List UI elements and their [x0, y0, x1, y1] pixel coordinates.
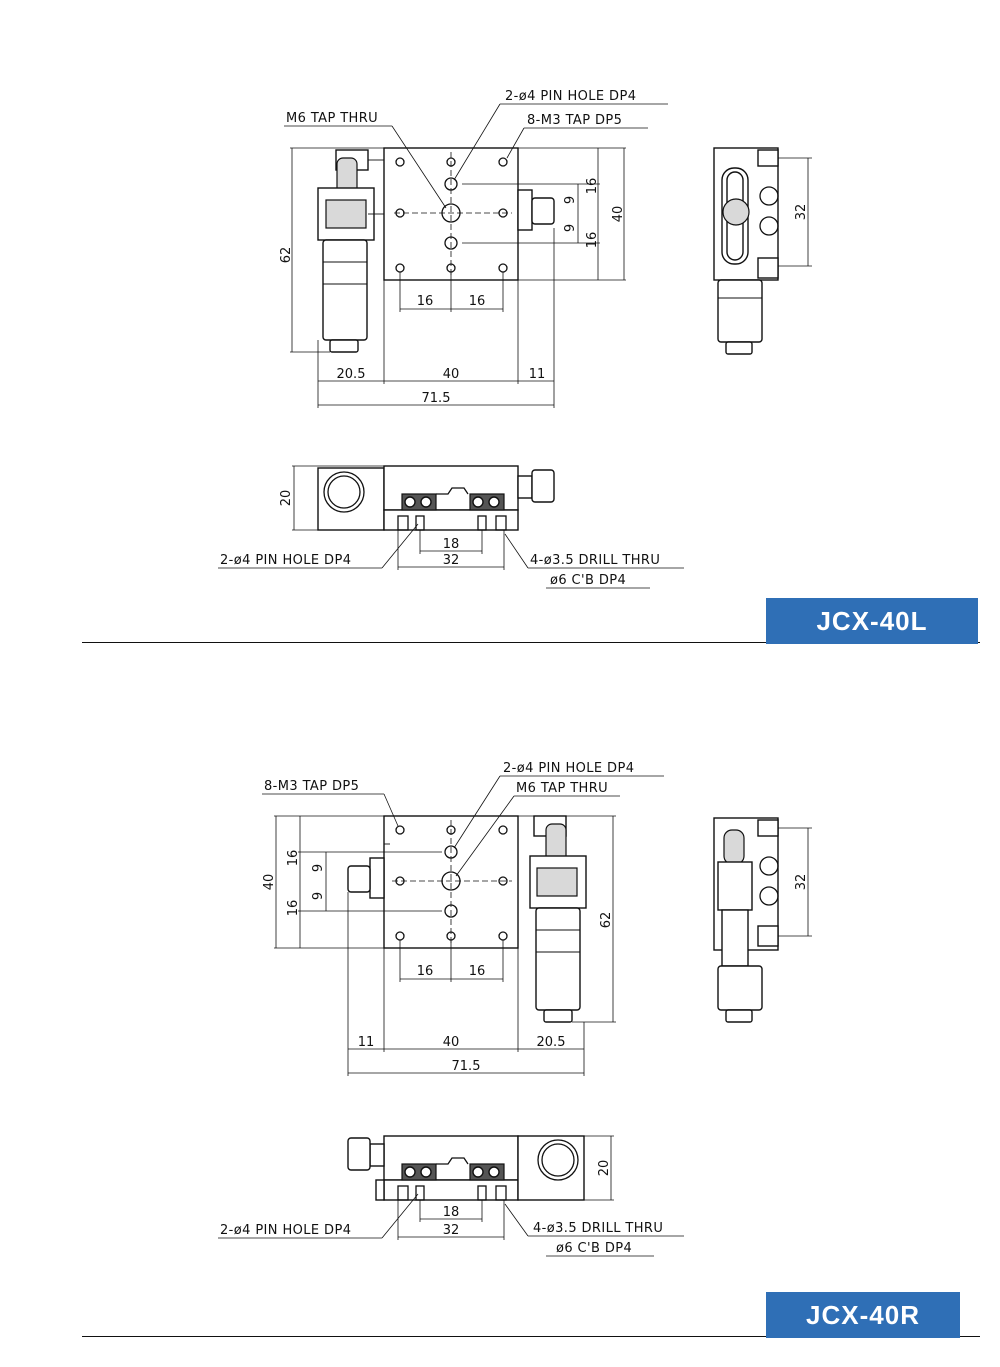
dim-62: 62 — [279, 246, 294, 264]
dim-32-side: 32 — [794, 203, 809, 221]
label-front-pin-hole-r: 2-ø4 PIN HOLE DP4 — [220, 1223, 352, 1238]
dim-11: 11 — [528, 367, 546, 382]
dim-9-upper: 9 — [563, 195, 578, 205]
label-drill-thru: 4-ø3.5 DRILL THRU — [530, 553, 661, 568]
dim-71-5: 71.5 — [421, 391, 451, 406]
label-tap-thru: M6 TAP THRU — [286, 111, 379, 126]
label-tap-dp5-r: 8-M3 TAP DP5 — [264, 779, 360, 794]
dim-16-lower: 16 — [585, 231, 600, 249]
dim-16-right: 16 — [468, 294, 486, 309]
label-counterbore: ø6 C'B DP4 — [550, 573, 627, 588]
micrometer-barrel — [323, 240, 367, 340]
dim-62-r: 62 — [599, 911, 614, 929]
dim-18: 18 — [442, 537, 460, 552]
dim-20: 20 — [279, 489, 294, 507]
dim-71-5-r: 71.5 — [451, 1059, 481, 1074]
label-tap-thru-r: M6 TAP THRU — [516, 781, 609, 796]
front-base — [384, 510, 518, 530]
dim-20-5-r: 20.5 — [536, 1035, 566, 1050]
dim-20-5: 20.5 — [336, 367, 366, 382]
label-front-pin-hole: 2-ø4 PIN HOLE DP4 — [220, 553, 352, 568]
jcx-40r-side-view — [714, 818, 812, 1022]
micrometer-collar — [326, 200, 366, 228]
jcx-40l-top-view — [284, 104, 668, 408]
dim-9-lower-r: 9 — [311, 891, 326, 901]
micrometer-thimble — [330, 340, 358, 352]
label-pin-hole: 2-ø4 PIN HOLE DP4 — [505, 89, 637, 104]
lock-knob-base — [518, 190, 532, 230]
jcx-40l-front-view — [218, 466, 684, 588]
label-counterbore-r: ø6 C'B DP4 — [556, 1241, 633, 1256]
dim-18-r: 18 — [442, 1205, 460, 1220]
dim-40-horizontal: 40 — [442, 367, 460, 382]
dim-32-side-r: 32 — [794, 873, 809, 891]
label-drill-thru-r: 4-ø3.5 DRILL THRU — [533, 1221, 664, 1236]
dim-11-r: 11 — [357, 1035, 375, 1050]
model-badge-jcx-40r: JCX-40R — [766, 1292, 960, 1338]
dim-16-right-r: 16 — [468, 964, 486, 979]
dim-16-upper-r: 16 — [286, 849, 301, 867]
dim-16-left-r: 16 — [416, 964, 434, 979]
jcx-40l-side-view — [714, 148, 812, 354]
dim-16-upper: 16 — [585, 177, 600, 195]
jcx-40r-front-view — [218, 1136, 684, 1256]
dim-40-vertical-r: 40 — [262, 873, 277, 891]
label-pin-hole-r: 2-ø4 PIN HOLE DP4 — [503, 761, 635, 776]
dim-32: 32 — [442, 553, 460, 568]
dim-9-upper-r: 9 — [311, 863, 326, 873]
dim-16-left: 16 — [416, 294, 434, 309]
dim-32-r: 32 — [442, 1223, 460, 1238]
lock-knob — [532, 198, 554, 224]
dim-16-lower-r: 16 — [286, 899, 301, 917]
dim-40-horizontal-r: 40 — [442, 1035, 460, 1050]
model-badge-jcx-40l: JCX-40L — [766, 598, 978, 644]
label-tap-dp5: 8-M3 TAP DP5 — [527, 113, 623, 128]
dim-20-r: 20 — [597, 1159, 612, 1177]
dim-40-vertical: 40 — [611, 205, 626, 223]
dim-9-lower: 9 — [563, 223, 578, 233]
